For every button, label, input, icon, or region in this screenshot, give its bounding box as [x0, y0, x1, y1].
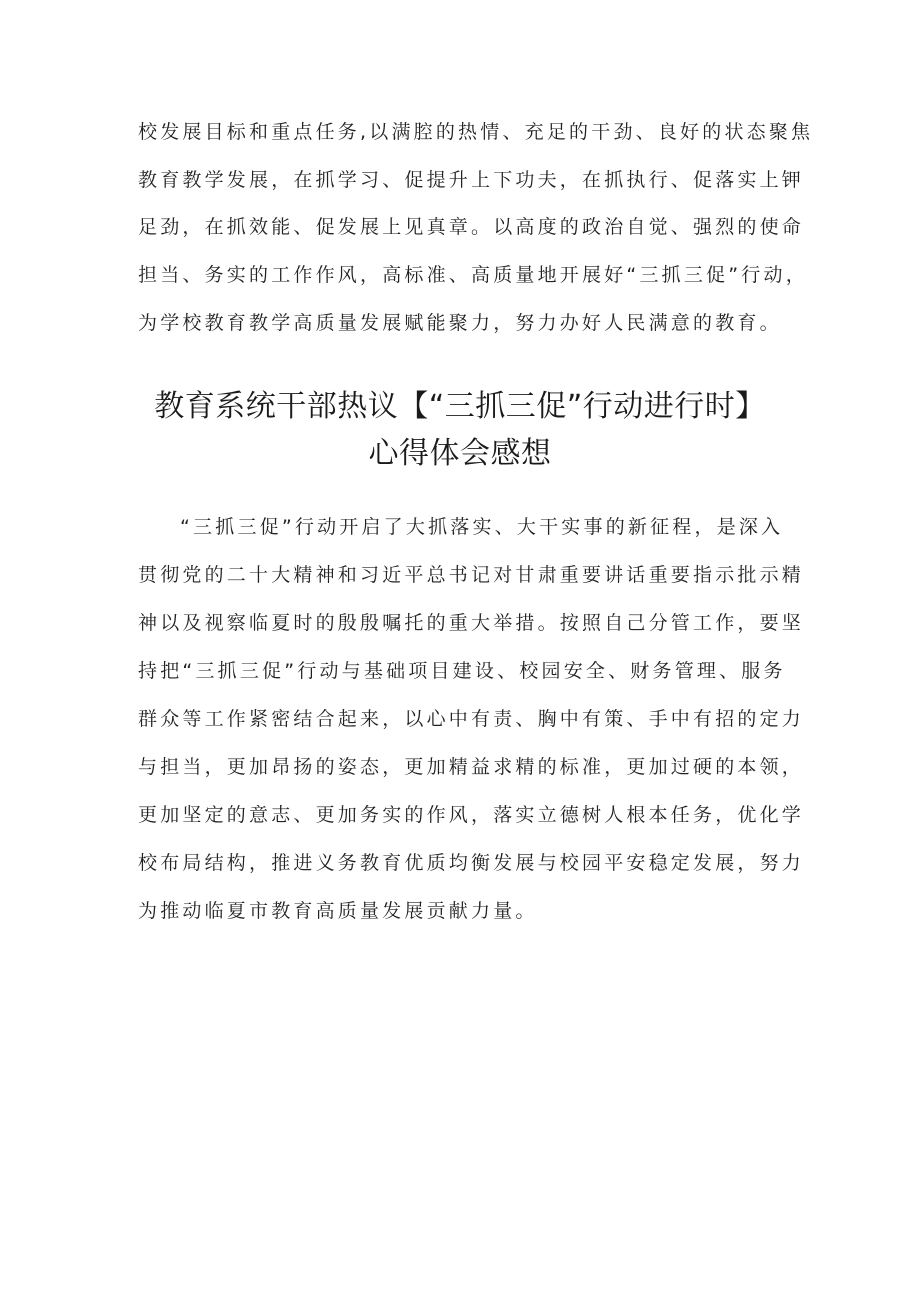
article-line: 为推动临夏市教育高质量发展贡献力量。 — [138, 900, 538, 922]
article-title-line-2: 心得体会感想 — [368, 436, 552, 471]
article-line: 群众等工作紧密结合起来，以心中有责、胸中有策、手中有招的定力 — [138, 708, 805, 730]
article-title-line-1: 教育系统干部热议【“三抓三促”行动进行时】 — [154, 389, 766, 424]
intro-line: 校发展目标和重点任务,以满腔的热情、充足的干劲、良好的状态聚焦 — [138, 121, 814, 143]
article-line: 更加坚定的意志、更加务实的作风，落实立德树人根本任务，优化学 — [138, 804, 805, 826]
intro-line: 教育教学发展，在抓学习、促提升上下功夫，在抓执行、促落实上钾 — [138, 169, 805, 191]
article-line: 持把“三抓三促”行动与基础项目建设、校园安全、财务管理、服务 — [138, 660, 786, 682]
article-line: 贯彻党的二十大精神和习近平总书记对甘肃重要讲话重要指示批示精 — [138, 564, 805, 586]
intro-line: 担当、务实的工作作风，高标准、高质量地开展好“三抓三促”行动， — [138, 264, 808, 286]
article-line: 校布局结构，推进义务教育优质均衡发展与校园平安稳定发展，努力 — [138, 852, 805, 874]
intro-line: 足劲，在抓效能、促发展上见真章。以高度的政治自觉、强烈的使命 — [138, 216, 805, 238]
article-line: 神以及视察临夏时的殷殷嘱托的重大举措。按照自己分管工作，要坚 — [138, 612, 805, 634]
intro-line: 为学校教育教学高质量发展赋能聚力，努力办好人民满意的教育。 — [138, 312, 782, 334]
article-line: “三抓三促”行动开启了大抓落实、大干实事的新征程，是深入 — [180, 516, 784, 538]
article-line: 与担当，更加昂扬的姿态，更加精益求精的标准，更加过硬的本领， — [138, 756, 805, 778]
